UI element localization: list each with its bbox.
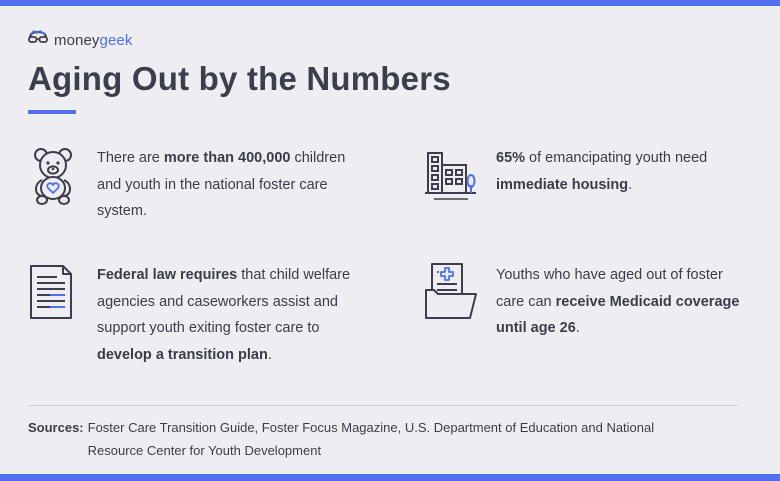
stat-text: 65% of emancipating youth need immediate housing. xyxy=(496,150,708,193)
page-title: Aging Out by the Numbers xyxy=(28,60,451,97)
teddy-bear-icon xyxy=(28,145,82,205)
sources-section xyxy=(28,416,728,462)
stat-item-foster-care-count xyxy=(28,145,368,225)
stat-item-federal-law xyxy=(28,262,388,368)
moneygeek-logo[interactable] xyxy=(28,30,132,51)
bottom-accent-bar xyxy=(0,474,780,481)
stat-item-housing xyxy=(424,145,754,205)
medical-folder-icon xyxy=(424,262,478,322)
sources-divider xyxy=(28,405,738,406)
document-icon xyxy=(28,262,82,322)
top-accent-bar xyxy=(0,0,780,6)
title-underline xyxy=(28,110,76,114)
sources-label: Sources: xyxy=(28,420,84,435)
moneygeek-logo-icon xyxy=(28,30,48,51)
stat-text: Federal law requires that child welfare agencies and caseworkers assist and support youth exiting foster care to develop a transition plan. xyxy=(97,267,351,363)
sources-text: Foster Care Transition Guide, Foster Focus Magazine, U.S. Department of Education and National Resource Center for Youth Development xyxy=(87,420,655,458)
building-icon xyxy=(424,145,478,205)
stat-text: There are more than 400,000 children and youth in the national foster care system. xyxy=(97,150,346,219)
moneygeek-logo-text: moneygeek xyxy=(54,32,133,49)
stat-text: Youths who have aged out of foster care can receive Medicaid coverage until age 26. xyxy=(496,267,740,336)
stat-item-medicaid xyxy=(424,262,754,342)
